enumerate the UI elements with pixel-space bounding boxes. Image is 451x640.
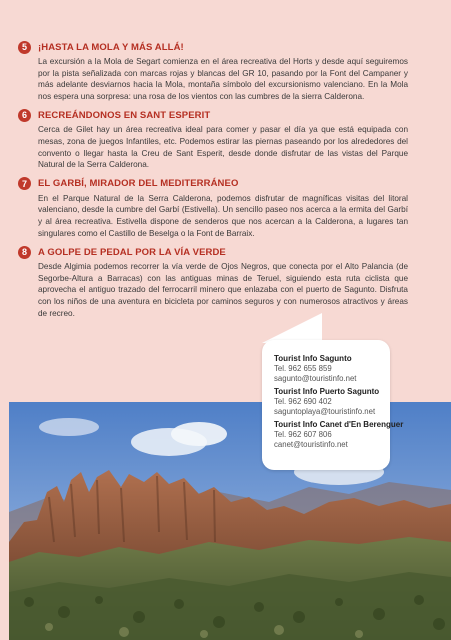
office-phone: Tel. 962 690 402 [274, 397, 332, 406]
section-header [21, 245, 408, 259]
info-box-tail [262, 313, 322, 343]
tourist-office [274, 354, 390, 384]
section-number-badge: 7 [18, 177, 31, 190]
section-6 [21, 108, 408, 170]
section-7 [21, 177, 408, 239]
office-email[interactable]: sagunto@touristinfo.net [274, 374, 357, 383]
tourist-office [274, 420, 404, 450]
office-email[interactable]: canet@touristinfo.net [274, 440, 348, 449]
section-5 [21, 40, 408, 102]
tourist-info-box [262, 340, 404, 470]
section-8 [21, 245, 408, 319]
office-email[interactable]: saguntoplaya@touristinfo.net [274, 407, 376, 416]
office-phone: Tel. 962 607 806 [274, 430, 332, 439]
office-name: Tourist Info Canet d'En Berenguer [274, 420, 404, 429]
section-title: A GOLPE DE PEDAL POR LA VÍA VERDE [38, 246, 226, 258]
office-name: Tourist Info Puerto Sagunto [274, 387, 380, 396]
section-title: RECREÁNDONOS EN SANT ESPERIT [38, 109, 211, 121]
section-body: Desde Algimia podemos recorrer la vía verde de Ojos Negros, que conecta por el Alto Palancia (de Segorbe-Altura a Barracas) con las antiguas minas de Teruel, siguiendo esta ruta ciclista que aprovecha el antiguo trazado del ferrocarril minero que enlazaba con el puerto de Sagunto. Disfruta con los niños de una aventura en bicicleta por caminos seguros y con numerosos atractivos y áreas de recreo. [38, 262, 408, 318]
section-header [21, 177, 408, 191]
section-number-badge: 8 [18, 246, 31, 259]
section-body: Cerca de Gilet hay un área recreativa ideal para comer y pasar el día ya que está equipada con mesas, zona de juegos Infantiles, etc. Podemos estirar las piernas paseando por los alrededores del convento o llegar hasta la Creu de Sant Esperit, desde donde disfrutar de las vistas del Parque Natural de la Serra Calderona. [38, 125, 408, 170]
section-title: ¡HASTA LA MOLA Y MÁS ALLÁ! [38, 41, 184, 53]
section-number-badge: 5 [18, 41, 31, 54]
content-column [21, 40, 408, 325]
section-header [21, 108, 408, 122]
section-body: En el Parque Natural de la Serra Calderona, podemos disfrutar de magníficas visitas del litoral valenciano, desde la cumbre del Garbí (Estivella). Un sencillo paseo nos acerca a la ermita del Garbí y al área recreativa. Estivella dispone de senderos que nos acercan a la Calderona, a lugares tan singulares como el Castillo de Beselga o la Font de Barraix. [38, 193, 408, 238]
section-header [21, 40, 408, 54]
section-body: La excursión a la Mola de Segart comienza en el área recreativa del Horts y desde aquí seguiremos por la pista señalizada con marcas rojas y blancas del GR 10, pasando por la Font del Campaner y más adelante desviarnos hacia la Mola, montaña símbolo del excursionismo valenciano. En la Mola nos espera una sorpresa: una rosa de los vientos con las cumbres de la sierra Calderona. [38, 57, 408, 101]
office-name: Tourist Info Sagunto [274, 354, 352, 363]
section-title: EL GARBÍ, MIRADOR DEL MEDITERRÁNEO [38, 178, 239, 190]
tourist-office [274, 387, 390, 417]
office-phone: Tel. 962 655 859 [274, 364, 332, 373]
section-number-badge: 6 [18, 109, 31, 122]
